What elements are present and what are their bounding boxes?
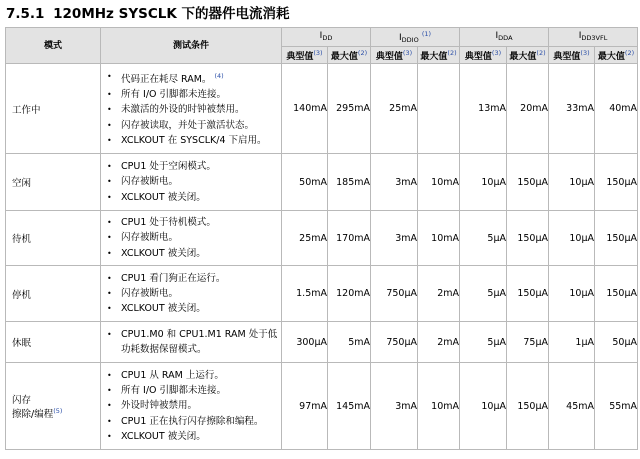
condition-item: • 闪存被断电。 xyxy=(107,230,281,245)
value-cell: 150μA xyxy=(595,266,638,322)
current-consumption-table xyxy=(5,27,638,450)
conditions-cell xyxy=(101,266,282,322)
conditions-cell xyxy=(101,211,282,266)
value-cell: 3mA xyxy=(371,363,418,450)
value-cell: 750μA xyxy=(371,266,418,322)
value-cell: 25mA xyxy=(371,64,418,154)
value-cell: 10mA xyxy=(418,363,460,450)
value-cell: 150μA xyxy=(595,211,638,266)
value-cell: 150μA xyxy=(507,363,549,450)
table-row xyxy=(6,211,638,266)
header-max-1: 最大值$^{(2)}$ xyxy=(418,47,460,64)
header-mode: 模式 xyxy=(6,28,101,64)
value-cell: 300μA xyxy=(282,322,328,363)
footnote-ref: (3) xyxy=(402,49,413,57)
value-cell: 45mA xyxy=(549,363,595,450)
condition-item: • 闪存被断电。 xyxy=(107,174,281,189)
condition-item: • XCLKOUT 被关闭。 xyxy=(107,190,281,205)
condition-item: • XCLKOUT 被关闭。 xyxy=(107,301,281,316)
value-cell: 5μA xyxy=(460,322,507,363)
value-cell: 150μA xyxy=(507,211,549,266)
value-cell: 10mA xyxy=(418,154,460,211)
value-cell: 1μA xyxy=(549,322,595,363)
header-typ-1: 典型值$^{(3)}$ xyxy=(371,47,418,64)
mode-cell: 停机 xyxy=(6,266,101,322)
value-cell: 5mA xyxy=(328,322,371,363)
value-cell: 13mA xyxy=(460,64,507,154)
condition-item: • CPU1 从 RAM 上运行。 xyxy=(107,368,281,383)
header-typ-2: 典型值$^{(3)}$ xyxy=(460,47,507,64)
condition-item: • CPU1 处于空闲模式。 xyxy=(107,159,281,174)
value-cell: 150μA xyxy=(507,154,549,211)
table-row xyxy=(6,363,638,450)
footnote-ref: (3) xyxy=(580,49,590,57)
header-iddio: $I_{DDIO}$ $^{(1)}$ xyxy=(371,28,460,47)
value-cell: 50mA xyxy=(282,154,328,211)
footnote-ref: (3) xyxy=(491,49,502,57)
value-cell: 3mA xyxy=(371,154,418,211)
condition-item: • CPU1 看门狗正在运行。 xyxy=(107,271,281,286)
value-cell: 2mA xyxy=(418,266,460,322)
section-title-text: 120MHz SYSCLK 下的器件电流消耗 xyxy=(53,6,290,22)
condition-item: • 外设时钟被禁用。 xyxy=(107,398,281,413)
value-cell: 10μA xyxy=(549,211,595,266)
value-cell: 10μA xyxy=(460,154,507,211)
table-row xyxy=(6,64,638,154)
conditions-cell xyxy=(101,322,282,363)
condition-item: • CPU1 正在执行闪存擦除和编程。 xyxy=(107,414,281,429)
value-cell: 140mA xyxy=(282,64,328,154)
mode-cell: 工作中 xyxy=(6,64,101,154)
condition-item: • CPU1 处于待机模式。 xyxy=(107,215,281,230)
mode-cell: 空闲 xyxy=(6,154,101,211)
header-max-0: 最大值$^{(2)}$ xyxy=(328,47,371,64)
value-cell: 5μA xyxy=(460,211,507,266)
conditions-cell xyxy=(101,154,282,211)
footnote-ref: (2) xyxy=(624,49,635,57)
footnote-ref: (4) xyxy=(214,71,224,80)
footnote-ref: (3) xyxy=(313,49,323,57)
value-cell: 33mA xyxy=(549,64,595,154)
footnote-ref: (2) xyxy=(357,49,368,57)
table-row xyxy=(6,266,638,322)
value-cell: 40mA xyxy=(595,64,638,154)
value-cell: 75μA xyxy=(507,322,549,363)
conditions-cell xyxy=(101,363,282,450)
condition-item: • 代码正在耗尽 RAM。 $^{(4)}$ xyxy=(107,69,281,87)
header-typ-0: 典型值$^{(3)}$ xyxy=(282,47,328,64)
condition-item: • 所有 I/O 引脚都未连接。 xyxy=(107,383,281,398)
section-heading xyxy=(6,2,290,22)
header-idda: $I_{DDA}$ xyxy=(460,28,549,47)
value-cell: 10μA xyxy=(549,154,595,211)
table-row xyxy=(6,154,638,211)
table-body xyxy=(6,64,638,450)
value-cell: 750μA xyxy=(371,322,418,363)
value-cell: 25mA xyxy=(282,211,328,266)
condition-item: 功耗数据保留模式。 xyxy=(121,344,207,355)
value-cell: 10μA xyxy=(549,266,595,322)
value-cell: 1.5mA xyxy=(282,266,328,322)
condition-item: • CPU1.M0 和 CPU1.M1 RAM 处于低 xyxy=(107,327,281,342)
value-cell: 55mA xyxy=(595,363,638,450)
section-number: 7.5.1 xyxy=(6,6,45,22)
value-cell: 150μA xyxy=(595,154,638,211)
value-cell: 20mA xyxy=(507,64,549,154)
header-idd: $I_{DD}$ xyxy=(282,28,371,47)
value-cell: 10μA xyxy=(460,363,507,450)
table-row xyxy=(6,322,638,363)
value-cell: 170mA xyxy=(328,211,371,266)
conditions-cell xyxy=(101,64,282,154)
value-cell: 50μA xyxy=(595,322,638,363)
header-max-3: 最大值$^{(2)}$ xyxy=(595,47,638,64)
condition-item: • XCLKOUT 被关闭。 xyxy=(107,429,281,444)
value-cell: 97mA xyxy=(282,363,328,450)
footnote-ref: (2) xyxy=(447,49,457,57)
header-idd3vfl: $I_{DD3VFL}$ xyxy=(549,28,638,47)
header-typ-3: 典型值$^{(3)}$ xyxy=(549,47,595,64)
condition-item: • 闪存被断电。 xyxy=(107,286,281,301)
value-cell: 120mA xyxy=(328,266,371,322)
condition-item: • 所有 I/O 引脚都未连接。 xyxy=(107,87,281,102)
value-cell: 185mA xyxy=(328,154,371,211)
condition-item: • 未激活的外设的时钟被禁用。 xyxy=(107,102,281,117)
header-max-2: 最大值$^{(2)}$ xyxy=(507,47,549,64)
header-conditions: 测试条件 xyxy=(101,28,282,64)
value-cell: 10mA xyxy=(418,211,460,266)
footnote-ref: (2) xyxy=(536,49,546,57)
value-cell xyxy=(418,64,460,154)
value-cell: 2mA xyxy=(418,322,460,363)
value-cell: 295mA xyxy=(328,64,371,154)
value-cell: 3mA xyxy=(371,211,418,266)
mode-cell: 休眠 xyxy=(6,322,101,363)
condition-item: • XCLKOUT 被关闭。 xyxy=(107,246,281,261)
header-row-groups xyxy=(6,28,638,47)
value-cell: 150μA xyxy=(507,266,549,322)
value-cell: 145mA xyxy=(328,363,371,450)
value-cell: 5μA xyxy=(460,266,507,322)
condition-item: • XCLKOUT 在 SYSCLK/4 下启用。 xyxy=(107,133,281,148)
mode-cell: 闪存 擦除/编程$^{(5)}$ xyxy=(6,363,101,450)
footnote-ref: (1) xyxy=(421,30,432,38)
condition-item: • 闪存被读取，并处于激活状态。 xyxy=(107,118,281,133)
footnote-ref: (5) xyxy=(53,406,63,415)
mode-cell: 待机 xyxy=(6,211,101,266)
